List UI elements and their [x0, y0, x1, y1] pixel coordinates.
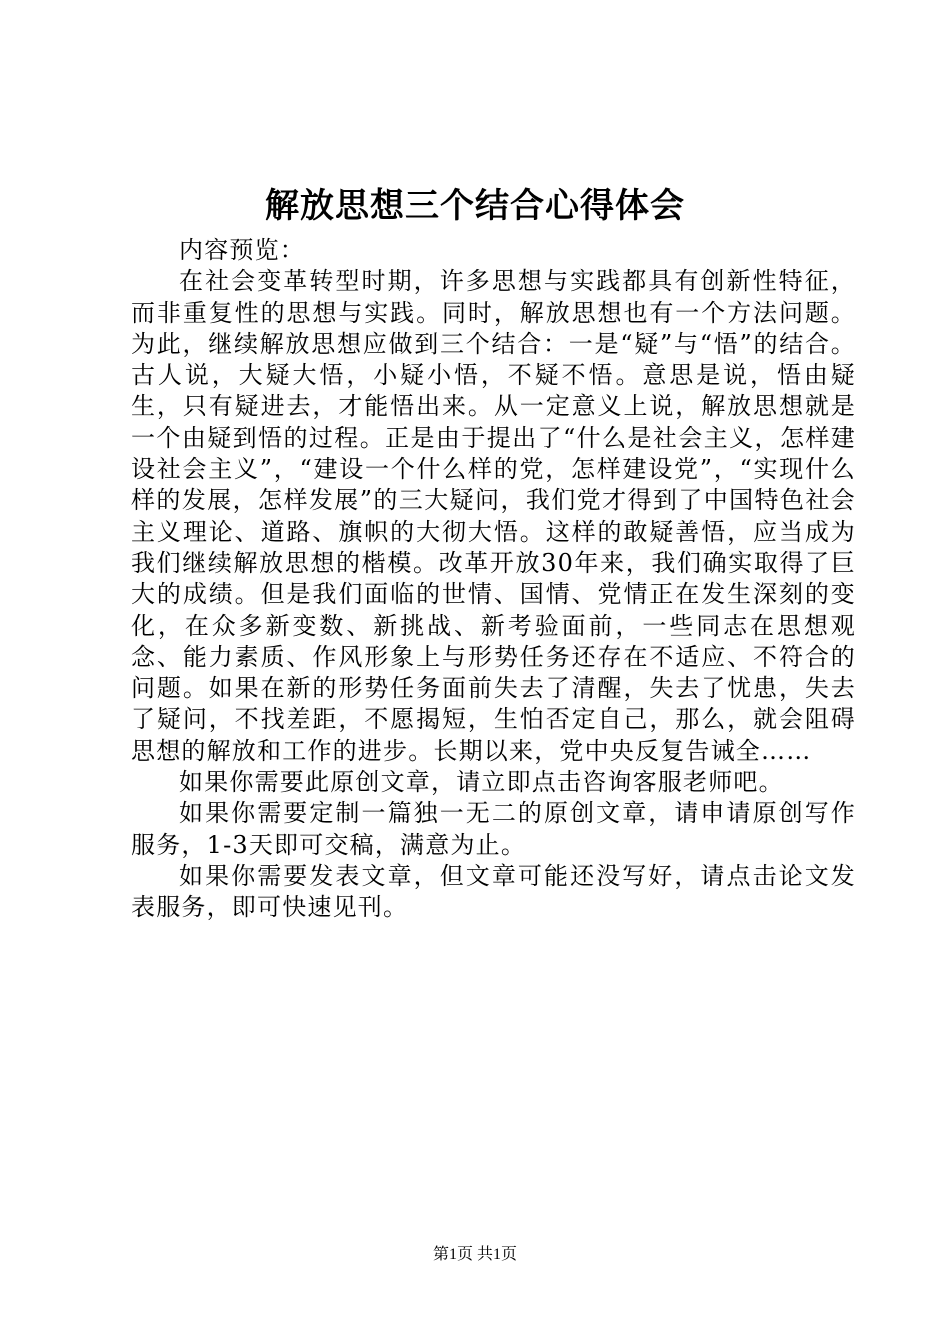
preview-label: 内容预览： — [179, 236, 305, 264]
notice-custom-writing: 如果你需要定制一篇独一无二的原创文章，请申请原创写作服务，1-3天即可交稿，满意为止。 — [131, 799, 856, 859]
page-number: 第1页 共1页 — [432, 1246, 517, 1263]
document-content — [131, 235, 856, 924]
body-paragraph: 在社会变革转型时期，许多思想与实践都具有创新性特征，而非重复性的思想与实践。同时，解放思想也有一个方法问题。为此，继续解放思想应做到三个结合：一是“疑”与“悟”的结合。古人说，大疑大悟，小疑小悟，不疑不悟。意思是说，悟由疑生，只有疑进去，才能悟出来。从一定意义上说，解放思想就是一个由疑到悟的过程。正是由于提出了“什么是社会主义，怎样建设社会主义”，“建设一个什么样的党，怎样建设党”，“实现什么样的发展，怎样发展”的三大疑问，我们党才得到了中国特色社会主义理论、道路、旗帜的大彻大悟。这样的敢疑善悟，应当成为我们继续解放思想的楷模。改革开放30年来，我们确实取得了巨大的成绩。但是我们面临的世情、国情、党情正在发生深刻的变化，在众多新变数、新挑战、新考验面前，一些同志在思想观念、能力素质、作风形象上与形势任务还存在不适应、不符合的问题。如果在新的形势任务面前失去了清醒，失去了忧患，失去了疑问，不找差距，不愿揭短，生怕否定自己，那么，就会阻碍思想的解放和工作的进步。长期以来，党中央反复告诫全…… — [131, 267, 856, 765]
document-title: 解放思想三个结合心得体会 — [265, 186, 685, 226]
notice-publication-service: 如果你需要发表文章，但文章可能还没写好，请点击论文发表服务，即可快速见刊。 — [131, 861, 856, 922]
notice-original-article: 如果你需要此原创文章，请立即点击咨询客服老师吧。 — [179, 768, 784, 797]
